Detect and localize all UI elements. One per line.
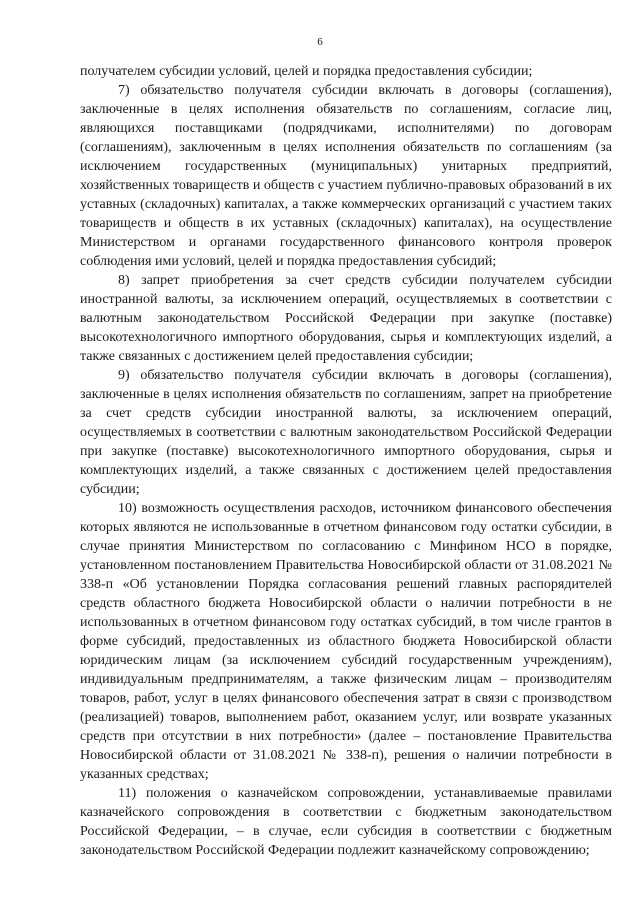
paragraph-item-10: 10) возможность осуществления расходов, источником финансового обеспечения которых являются не использованные в отчетном финансовом году остатки субсидии, в случае принятия Министерством по согласованию с Минфином НСО в порядке, установленном постановлением Правительства Новосибирской области от 31.08.2021 № 338-п «Об установлении Порядка согласования решений главных распорядителей средств областного бюджета Новосибирской области о наличии потребности в не использованных в отчетном финансовом году остатках субсидий, в том числе грантов в форме субсидий, предоставленных из областного бюджета Новосибирской области юридическим лицам (за исключением субсидий государственным учреждениям), индивидуальным предпринимателям, а также физическим лицам – производителям товаров, работ, услуг в целях финансового обеспечения затрат в связи с производством (реализацией) товаров, выполнением работ, оказанием услуг, или возврате указанных средств при отсутствии в них потребности» (далее – постановление Правительства Новосибирской области от 31.08.2021 № 338-п), решения о наличии потребности в указанных средствах; xyxy=(80,501,612,782)
paragraph-item-8: 8) запрет приобретения за счет средств субсидии получателем субсидии иностранной валюты, за исключением операций, осуществляемых в соответствии с валютным законодательством Российской Федерации при закупке (поставке) высокотехнологичного импортного оборудования, сырья и комплектующих изделий, а также связанных с достижением целей предоставления субсидии; xyxy=(80,273,612,364)
paragraph-item-7: 7) обязательство получателя субсидии включать в договоры (соглашения), заключенные в целях исполнения обязательств по соглашениям, согласие лиц, являющихся поставщиками (подрядчиками, исполнителями) по договорам (соглашениям), заключенным в целях исполнения обязательств по соглашениям (за исключением государственных (муниципальных) унитарных предприятий, хозяйственных товариществ и обществ с участием публично-правовых образований в их уставных (складочных) капиталах, а также коммерческих организаций с участием таких товариществ и обществ в их уставных (складочных) капиталах), на осуществление Министерством и органами государственного финансового контроля проверок соблюдения ими условий, целей и порядка предоставления субсидий; xyxy=(80,83,612,269)
document-body xyxy=(80,62,612,860)
page-number: 6 xyxy=(317,36,323,48)
paragraph-item-9: 9) обязательство получателя субсидии включать в договоры (соглашения), заключенные в целях исполнения обязательств по соглашениям, запрет на приобретение за счет средств субсидии иностранной валюты, за исключением операций, осуществляемых в соответствии с валютным законодательством Российской Федерации при закупке (поставке) высокотехнологичного импортного оборудования, сырья и комплектующих изделий, а также связанных с достижением целей предоставления субсидии; xyxy=(80,368,612,497)
paragraph-continuation: получателем субсидии условий, целей и порядка предоставления субсидии; xyxy=(80,64,533,79)
paragraph-item-11: 11) положения о казначейском сопровождении, устанавливаемые правилами казначейского сопровождения в соответствии с бюджетным законодательством Российской Федерации, – в случае, если субсидия в соответствии с бюджетным законодательством Российской Федерации подлежит казначейскому сопровождению; xyxy=(80,786,612,858)
